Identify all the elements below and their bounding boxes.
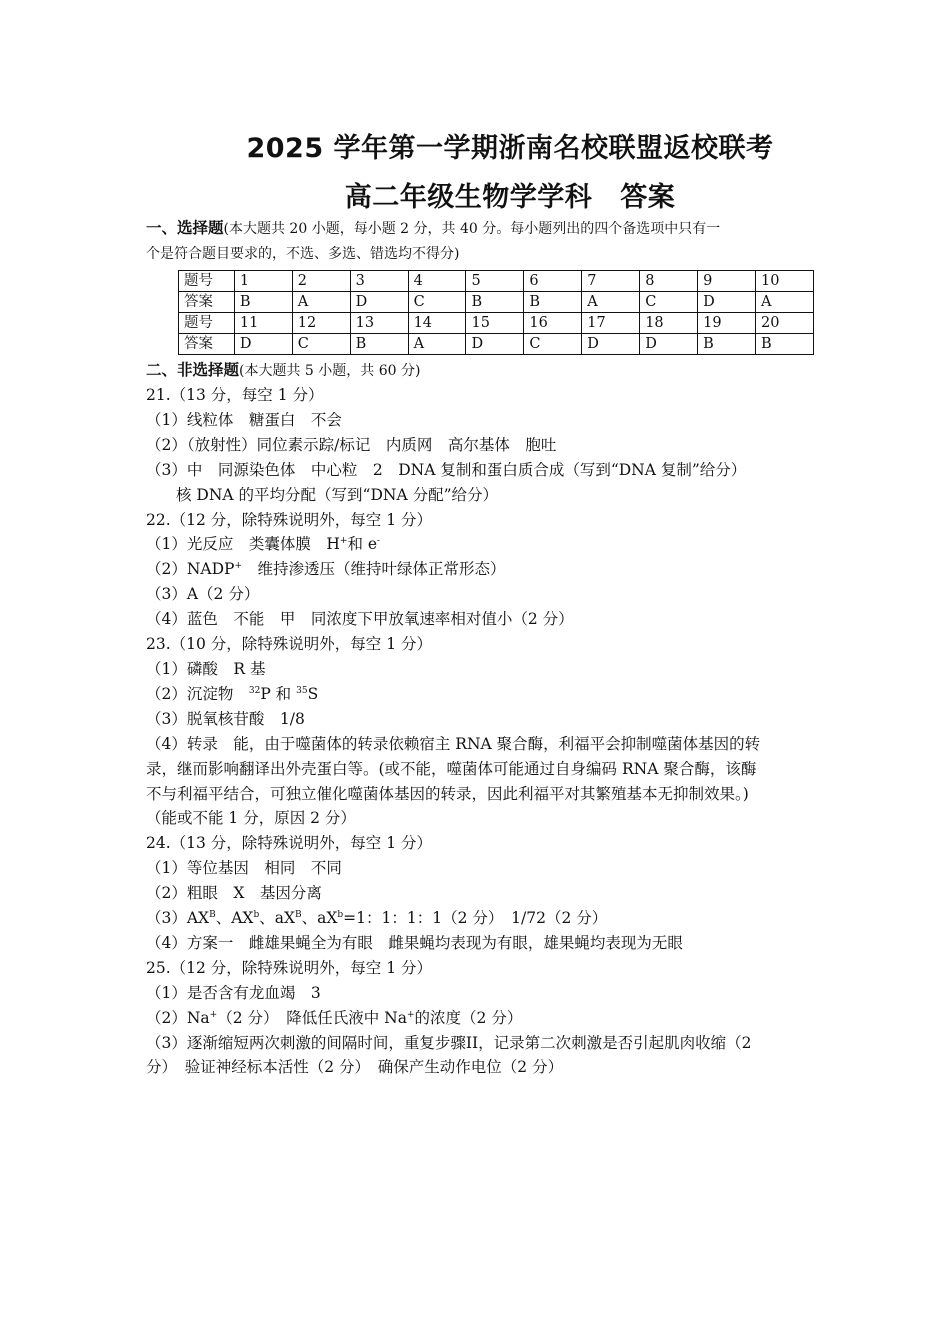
page-title: 2025 学年第一学期浙南名校联盟返校联考	[246, 133, 774, 164]
q23-part4-line3: 不与利福平结合，可独立催化噬菌体基因的转录，因此利福平对其繁殖基本无抑制效果。)	[146, 784, 749, 803]
section2-note: (本大题共 5 小题，共 60 分)	[239, 363, 421, 379]
table-cell: 3	[350, 271, 408, 292]
table-cell: D	[234, 334, 292, 355]
table-cell: 18	[640, 313, 698, 334]
table-cell: B	[698, 334, 756, 355]
q21-part2: （2）（放射性）同位素示踪/标记 内质网 高尔基体 胞吐	[146, 435, 557, 454]
table-row	[179, 334, 814, 355]
q22-part1: （1）光反应 类囊体膜 H+和 e-	[146, 535, 381, 554]
table-cell: C	[524, 334, 582, 355]
table-cell: B	[466, 292, 524, 313]
table-cell: 16	[524, 313, 582, 334]
answer-table	[178, 270, 814, 355]
q21-head: 21.（13 分，每空 1 分）	[146, 386, 324, 404]
table-cell: D	[698, 292, 756, 313]
section1-header	[146, 216, 814, 241]
page-subtitle	[0, 175, 950, 214]
section2-header	[146, 358, 814, 383]
q25-part1: （1）是否含有龙血竭 3	[146, 983, 321, 1002]
q24-part3: $(3)AX^B$、$AX^b$、$aX^B$、$aX^b=1$：1：1：1（2 分） 1/72（2 分）	[146, 909, 608, 928]
q21-part1: （1）线粒体 糖蛋白 不会	[146, 410, 342, 429]
q25-part3-line2: 分） 验证神经标本活性（2 分） 确保产生动作电位（2 分）	[146, 1058, 564, 1077]
table-cell: 17	[582, 313, 640, 334]
table-cell: B	[234, 292, 292, 313]
table-cell: 13	[350, 313, 408, 334]
section1-note-line2-wrap	[146, 241, 814, 266]
q21-part3b: 核 DNA 的平均分配（写到“DNA 分配”给分）	[176, 485, 498, 504]
section1-label: 一、选择题	[146, 219, 224, 237]
q23-part1: （1）磷酸 R 基	[146, 659, 266, 678]
table-header-cell: 答案	[179, 334, 235, 355]
table-header-cell: 答案	[179, 292, 235, 313]
table-cell: A	[756, 292, 814, 313]
q24-head: 24.（13 分，除特殊说明外，每空 1 分）	[146, 834, 433, 853]
table-row	[179, 292, 814, 313]
table-cell: 12	[292, 313, 350, 334]
table-cell: C	[408, 292, 466, 313]
table-row	[179, 271, 814, 292]
table-cell: 4	[408, 271, 466, 292]
table-cell: D	[582, 334, 640, 355]
table-cell: D	[350, 292, 408, 313]
table-cell: 20	[756, 313, 814, 334]
table-cell: 6	[524, 271, 582, 292]
table-cell: 8	[640, 271, 698, 292]
q24-part1: （1）等位基因 相同 不同	[146, 859, 342, 878]
q23-part4-line4: （能或不能 1 分，原因 2 分）	[146, 809, 356, 828]
table-cell: D	[640, 334, 698, 355]
table-row	[179, 313, 814, 334]
table-cell: 1	[234, 271, 292, 292]
section2-label: 二、非选择题	[146, 361, 240, 379]
q22-part3: （3）A（2 分）	[146, 585, 260, 604]
table-cell: 19	[698, 313, 756, 334]
q25-part3-line1: （3）逐渐缩短两次刺激的间隔时间，重复步骤II，记录第二次刺激是否引起肌肉收缩（2	[146, 1033, 752, 1052]
q25-part2: （2）Na+（2 分） 降低任氏液中 Na+的浓度（2 分）	[146, 1008, 523, 1027]
q21-part3a: （3）中 同源染色体 中心粒 2 DNA 复制和蛋白质合成（写到“DNA 复制”给分）	[146, 460, 747, 479]
q22-part4: （4）蓝色 不能 甲 同浓度下甲放氧速率相对值小（2 分）	[146, 610, 574, 629]
table-cell: C	[292, 334, 350, 355]
table-cell: B	[350, 334, 408, 355]
q23-part3: （3）脱氧核苷酸 1/8	[146, 709, 305, 728]
section1-note-line2: 个是符合题目要求的，不选、多选、错选均不得分)	[146, 246, 460, 262]
table-cell: A	[582, 292, 640, 313]
table-cell: B	[524, 292, 582, 313]
table-cell: 15	[466, 313, 524, 334]
table-cell: 2	[292, 271, 350, 292]
table-header-cell: 题号	[179, 313, 235, 334]
q22-head: 22.（12 分，除特殊说明外，每空 1 分）	[146, 510, 433, 529]
table-cell: 11	[234, 313, 292, 334]
table-cell: 7	[582, 271, 640, 292]
q23-part2: （2）沉淀物 $^{32}$P 和 $^{35}$S	[146, 684, 319, 703]
table-cell: 9	[698, 271, 756, 292]
q25-head: 25.（12 分，除特殊说明外，每空 1 分）	[146, 958, 433, 977]
subtitle-answer: 答案	[620, 182, 676, 213]
table-cell: D	[466, 334, 524, 355]
q24-part2: （2）粗眼 X 基因分离	[146, 884, 322, 903]
table-cell: 5	[466, 271, 524, 292]
q22-part2: （2）NADP+ 维持渗透压（维持叶绿体正常形态）	[146, 560, 506, 579]
table-header-cell: 题号	[179, 271, 235, 292]
table-cell: A	[292, 292, 350, 313]
answer-content	[146, 216, 814, 1080]
q23-head: 23.（10 分，除特殊说明外，每空 1 分）	[146, 635, 433, 654]
table-cell: B	[756, 334, 814, 355]
section1-note-line1: (本大题共 20 小题，每小题 2 分，共 40 分。每小题列出的四个备选项中只有一	[223, 221, 721, 237]
subtitle-subject: 高二年级生物学学科	[344, 182, 593, 213]
table-cell: A	[408, 334, 466, 355]
table-cell: C	[640, 292, 698, 313]
table-cell: 10	[756, 271, 814, 292]
table-cell: 14	[408, 313, 466, 334]
q23-part4-line1: （4）转录 能，由于噬菌体的转录依赖宿主 RNA 聚合酶，利福平会抑制噬菌体基因的转	[146, 734, 761, 753]
q23-part4-line2: 录，继而影响翻译出外壳蛋白等。(或不能，噬菌体可能通过自身编码 RNA 聚合酶，该酶	[146, 759, 757, 778]
q24-part4: （4）方案一 雌雄果蝇全为有眼 雌果蝇均表现为有眼，雄果蝇均表现为无眼	[146, 933, 683, 952]
